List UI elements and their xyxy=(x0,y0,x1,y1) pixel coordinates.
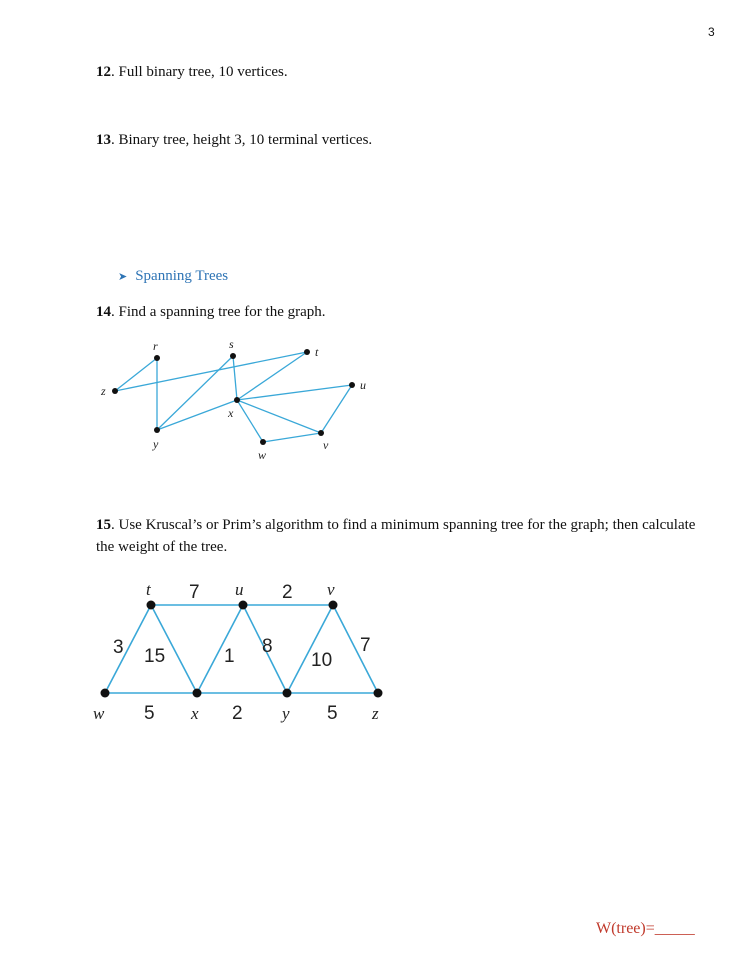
label-t: t xyxy=(315,345,319,359)
weight-t-x: 15 xyxy=(144,646,166,667)
label-x: x xyxy=(228,406,234,420)
question-14-text: . Find a spanning tree for the graph. xyxy=(111,304,326,320)
label-y: y xyxy=(153,437,159,451)
question-13-text: . Binary tree, height 3, 10 terminal vertices. xyxy=(111,132,373,148)
weight-x-y: 2 xyxy=(232,703,243,724)
vertex-v xyxy=(329,601,338,610)
label-u: u xyxy=(360,378,366,392)
label-v: v xyxy=(323,438,329,452)
edge-v-z xyxy=(333,605,378,693)
question-12-number: 12 xyxy=(96,64,111,80)
vertex-w xyxy=(101,689,110,698)
edge-u-x xyxy=(197,605,243,693)
label-x: x xyxy=(191,704,199,723)
label-w: w xyxy=(93,704,105,723)
question-15-number: 15 xyxy=(96,517,111,533)
arrow-bullet-icon: ➤ xyxy=(118,271,128,283)
label-v: v xyxy=(327,580,335,599)
tree-weight-answer-label: W(tree)=_____ xyxy=(596,920,695,937)
vertex-y xyxy=(283,689,292,698)
weight-t-u: 7 xyxy=(189,582,200,603)
weight-u-y: 8 xyxy=(262,636,273,657)
weight-v-z: 7 xyxy=(360,635,371,656)
label-w: w xyxy=(258,448,267,462)
section-title: Spanning Trees xyxy=(135,268,229,284)
weight-w-x: 5 xyxy=(144,703,155,724)
label-s: s xyxy=(229,337,234,351)
question-15-text: . Use Kruscal’s or Prim’s algorithm to find a minimum spanning tree for the graph; then calculate the weight of the tree. xyxy=(96,517,696,555)
graph-15-vertices xyxy=(101,601,383,698)
weight-u-v: 2 xyxy=(282,582,293,603)
vertex-x xyxy=(193,689,202,698)
weight-t-w: 3 xyxy=(113,637,124,658)
question-12-text: . Full binary tree, 10 vertices. xyxy=(111,64,288,80)
vertex-t xyxy=(147,601,156,610)
label-z: z xyxy=(372,704,379,723)
page-number: 3 xyxy=(708,25,715,39)
weight-v-y: 10 xyxy=(311,650,333,671)
weight-y-z: 5 xyxy=(327,703,338,724)
question-14-number: 14 xyxy=(96,304,111,320)
label-r: r xyxy=(153,339,158,353)
vertex-u xyxy=(239,601,248,610)
question-13-number: 13 xyxy=(96,132,111,148)
edge-v-y xyxy=(287,605,333,693)
label-t: t xyxy=(146,580,151,599)
label-z: z xyxy=(101,384,106,398)
label-y: y xyxy=(282,704,290,723)
label-u: u xyxy=(235,580,244,599)
vertex-z xyxy=(374,689,383,698)
weight-u-x: 1 xyxy=(224,646,235,667)
